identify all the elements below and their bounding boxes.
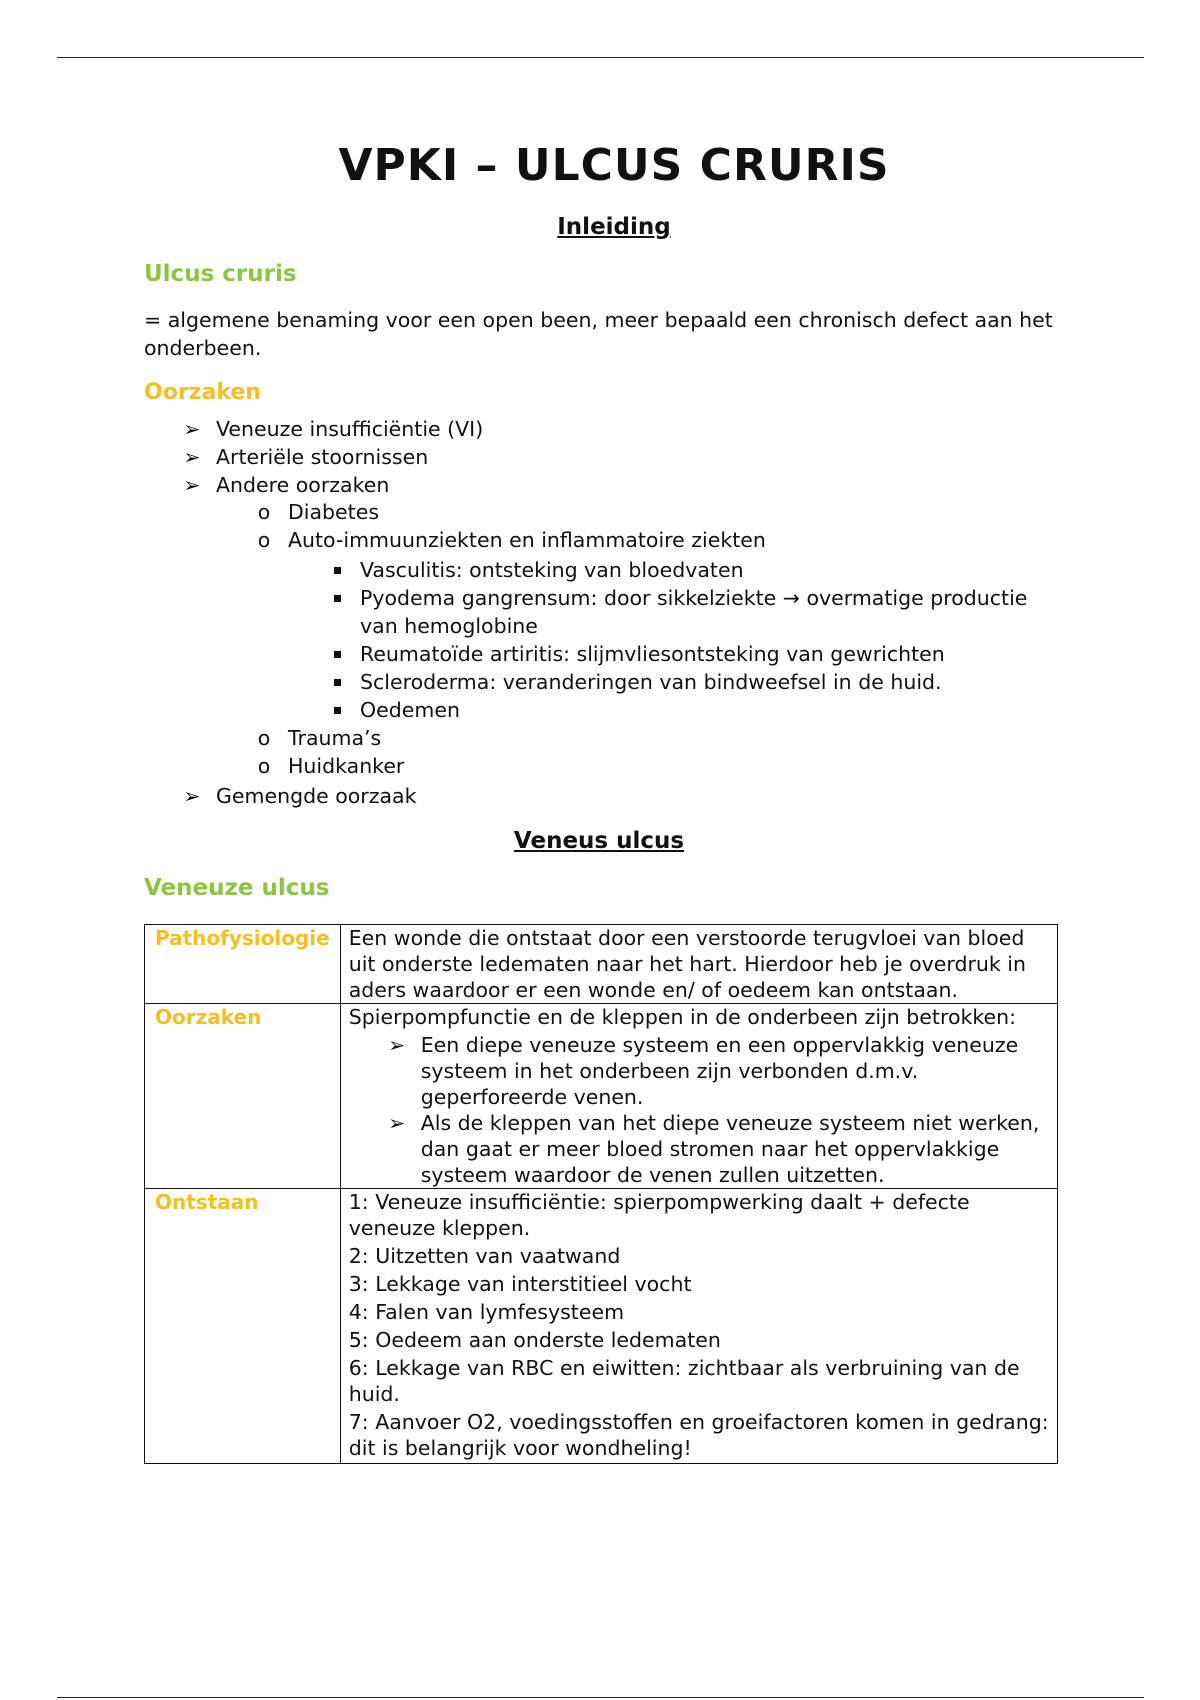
step-text: 4: Falen van lymfesysteem bbox=[348, 1300, 625, 1324]
square-bullet-icon bbox=[334, 651, 341, 658]
table-content-cell bbox=[340, 1189, 1057, 1464]
list-item: o Diabetes bbox=[288, 498, 766, 526]
list-item: Scleroderma: veranderingen van bindweefsel in de huid. bbox=[360, 668, 1060, 696]
list-item: ➢ Als de kleppen van het diepe veneuze systeem niet werken, dan gaat er meer bloed stromen naar het oppervlakkige systeem waardoor de venen zullen uitzetten. bbox=[421, 1110, 1049, 1188]
list-item: Oedemen bbox=[360, 696, 1060, 724]
heading-ulcus-cruris: Ulcus cruris bbox=[144, 261, 297, 287]
table-label-cell: Ontstaan bbox=[145, 1189, 341, 1464]
table-label-cell: Oorzaken bbox=[145, 1004, 341, 1189]
section-title-veneus-ulcus: Veneus ulcus bbox=[513, 828, 685, 854]
section-title-inleiding: Inleiding bbox=[557, 214, 671, 240]
table-label-cell: Pathofysiologie bbox=[145, 925, 341, 1004]
step-text: 1: Veneuze insufficiëntie: spierpompwerking daalt + defecte veneuze kleppen. bbox=[348, 1190, 970, 1240]
arrow-bullet-icon: ➢ bbox=[388, 1033, 406, 1057]
list-item: o Trauma’s bbox=[288, 724, 404, 752]
definition-paragraph: = algemene benaming voor een open been, meer bepaald een chronisch defect aan het onderbeen. bbox=[144, 308, 1053, 360]
step-text: 2: Uitzetten van vaatwand bbox=[348, 1244, 621, 1268]
list-item: ➢ Veneuze insufficiëntie (VI) bbox=[216, 415, 483, 443]
arrow-bullet-icon: ➢ bbox=[388, 1111, 406, 1135]
list-item: Pyodema gangrensum: door sikkelziekte → overmatige productie van hemoglobine bbox=[360, 584, 1060, 640]
cell-bullet-list bbox=[349, 1032, 1049, 1188]
andere-oorzaken-list bbox=[257, 498, 766, 554]
square-bullet-icon bbox=[334, 679, 341, 686]
square-bullet-icon bbox=[334, 567, 341, 574]
oorzaken-list bbox=[183, 415, 484, 499]
list-item: Vasculitis: ontsteking van bloedvaten bbox=[360, 556, 1060, 584]
table-content-cell bbox=[340, 1004, 1057, 1189]
arrow-bullet-icon: ➢ bbox=[183, 417, 201, 441]
footer-rule bbox=[57, 1697, 1144, 1698]
heading-oorzaken: Oorzaken bbox=[144, 380, 261, 405]
square-bullet-icon bbox=[334, 707, 341, 714]
andere-oorzaken-list-cont bbox=[257, 724, 405, 780]
list-item: o Huidkanker bbox=[288, 752, 404, 780]
list-item: ➢ Andere oorzaken bbox=[216, 471, 483, 499]
square-bullet-icon bbox=[334, 595, 341, 602]
table-row bbox=[145, 1004, 1058, 1189]
table-row bbox=[145, 925, 1058, 1004]
auto-immuun-list bbox=[360, 556, 1060, 724]
header-rule bbox=[57, 57, 1144, 58]
table-row bbox=[145, 1189, 1058, 1464]
list-item: o Auto-immuunziekten en inflammatoire ziekten bbox=[288, 526, 766, 554]
document-title: VPKI – ULCUS CRURIS bbox=[338, 140, 890, 191]
heading-veneuze-ulcus: Veneuze ulcus bbox=[144, 875, 330, 901]
arrow-bullet-icon: ➢ bbox=[183, 784, 201, 808]
cell-intro-text: Spierpompfunctie en de kleppen in de onderbeen zijn betrokken: bbox=[348, 1005, 1017, 1029]
list-item: ➢ Gemengde oorzaak bbox=[216, 782, 417, 810]
list-item: Reumatoïde artiritis: slijmvliesontsteking van gewrichten bbox=[360, 640, 1060, 668]
list-item: ➢ Arteriële stoornissen bbox=[216, 443, 483, 471]
table-content-cell: Een wonde die ontstaat door een verstoorde terugvloei van bloed uit onderste ledematen naar het hart. Hierdoor heb je overdruk in aders waardoor er een wonde en/ of oedeem kan ontstaan. bbox=[340, 925, 1057, 1004]
step-text: 3: Lekkage van interstitieel vocht bbox=[348, 1272, 692, 1296]
circle-bullet-icon: o bbox=[257, 528, 271, 552]
circle-bullet-icon: o bbox=[257, 500, 271, 524]
arrow-bullet-icon: ➢ bbox=[183, 473, 201, 497]
step-text: 7: Aanvoer O2, voedingsstoffen en groeifactoren komen in gedrang: dit is belangrijk voor wondheling! bbox=[348, 1410, 1049, 1460]
step-text: 5: Oedeem aan onderste ledematen bbox=[348, 1328, 721, 1352]
arrow-bullet-icon: ➢ bbox=[183, 445, 201, 469]
circle-bullet-icon: o bbox=[257, 726, 271, 750]
step-text: 6: Lekkage van RBC en eiwitten: zichtbaar als verbruining van de huid. bbox=[348, 1356, 1020, 1406]
veneuze-ulcus-table bbox=[144, 924, 1058, 1464]
oorzaken-list-cont bbox=[183, 782, 417, 810]
circle-bullet-icon: o bbox=[257, 754, 271, 778]
list-item: ➢ Een diepe veneuze systeem en een oppervlakkig veneuze systeem in het onderbeen zijn verbonden d.m.v. geperforeerde venen. bbox=[421, 1032, 1049, 1110]
